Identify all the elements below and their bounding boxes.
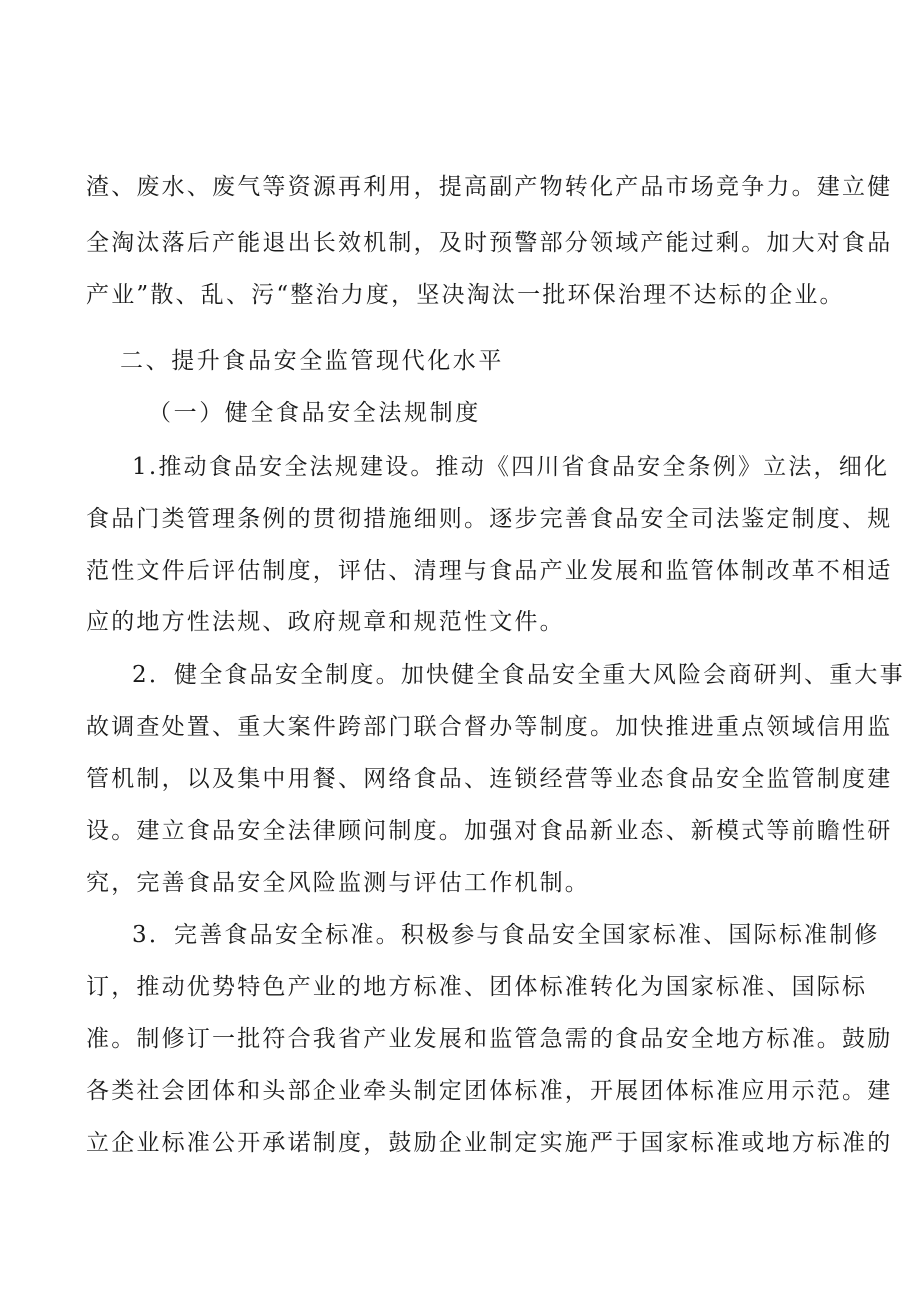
text-line: 渣、废水、废气等资源再利用，提高副产物转化产品市场竞争力。建立健 — [86, 174, 893, 200]
text-line: 范性文件后评估制度，评估、清理与食品产业发展和监管体制改革不相适 — [86, 558, 893, 584]
text-line: 3．完善食品安全标准。积极参与食品安全国家标准、国际标准制修 — [132, 922, 880, 948]
text-line: 订，推动优势特色产业的地方标准、团体标准转化为国家标准、国际标 — [86, 974, 868, 1000]
text-line: 产业”散、乱、污“整治力度，坚决淘汰一批环保治理不达标的企业。 — [86, 282, 845, 308]
text-line: 全淘汰落后产能退出长效机制，及时预警部分领域产能过剩。加大对食品 — [86, 230, 893, 256]
text-line: 管机制，以及集中用餐、网络食品、连锁经营等业态食品安全监管制度建 — [86, 766, 893, 792]
text-line: 准。制修订一批符合我省产业发展和监管急需的食品安全地方标准。鼓励 — [86, 1026, 893, 1052]
text-line: 故调查处置、重大案件跨部门联合督办等制度。加快推进重点领域信用监 — [86, 714, 893, 740]
subsection-heading: （一）健全食品安全法规制度 — [148, 400, 481, 426]
text-line: 究，完善食品安全风险监测与评估工作机制。 — [86, 870, 590, 896]
text-line: 设。建立食品安全法律顾问制度。加强对食品新业态、新模式等前瞻性研 — [86, 818, 893, 844]
text-line: 1.推动食品安全法规建设。推动《四川省食品安全条例》立法，细化 — [132, 454, 890, 480]
text-line: 2．健全食品安全制度。加快健全食品安全重大风险会商研判、重大事 — [132, 662, 905, 688]
text-line: 食品门类管理条例的贯彻措施细则。逐步完善食品安全司法鉴定制度、规 — [86, 506, 893, 532]
text-line: 立企业标准公开承诺制度，鼓励企业制定实施严于国家标准或地方标准的 — [86, 1130, 893, 1156]
text-line: 各类社会团体和头部企业牵头制定团体标准，开展团体标准应用示范。建 — [86, 1078, 893, 1104]
text-line: 应的地方性法规、政府规章和规范性文件。 — [86, 609, 565, 635]
section-heading: 二、提升食品安全监管现代化水平 — [120, 348, 504, 374]
